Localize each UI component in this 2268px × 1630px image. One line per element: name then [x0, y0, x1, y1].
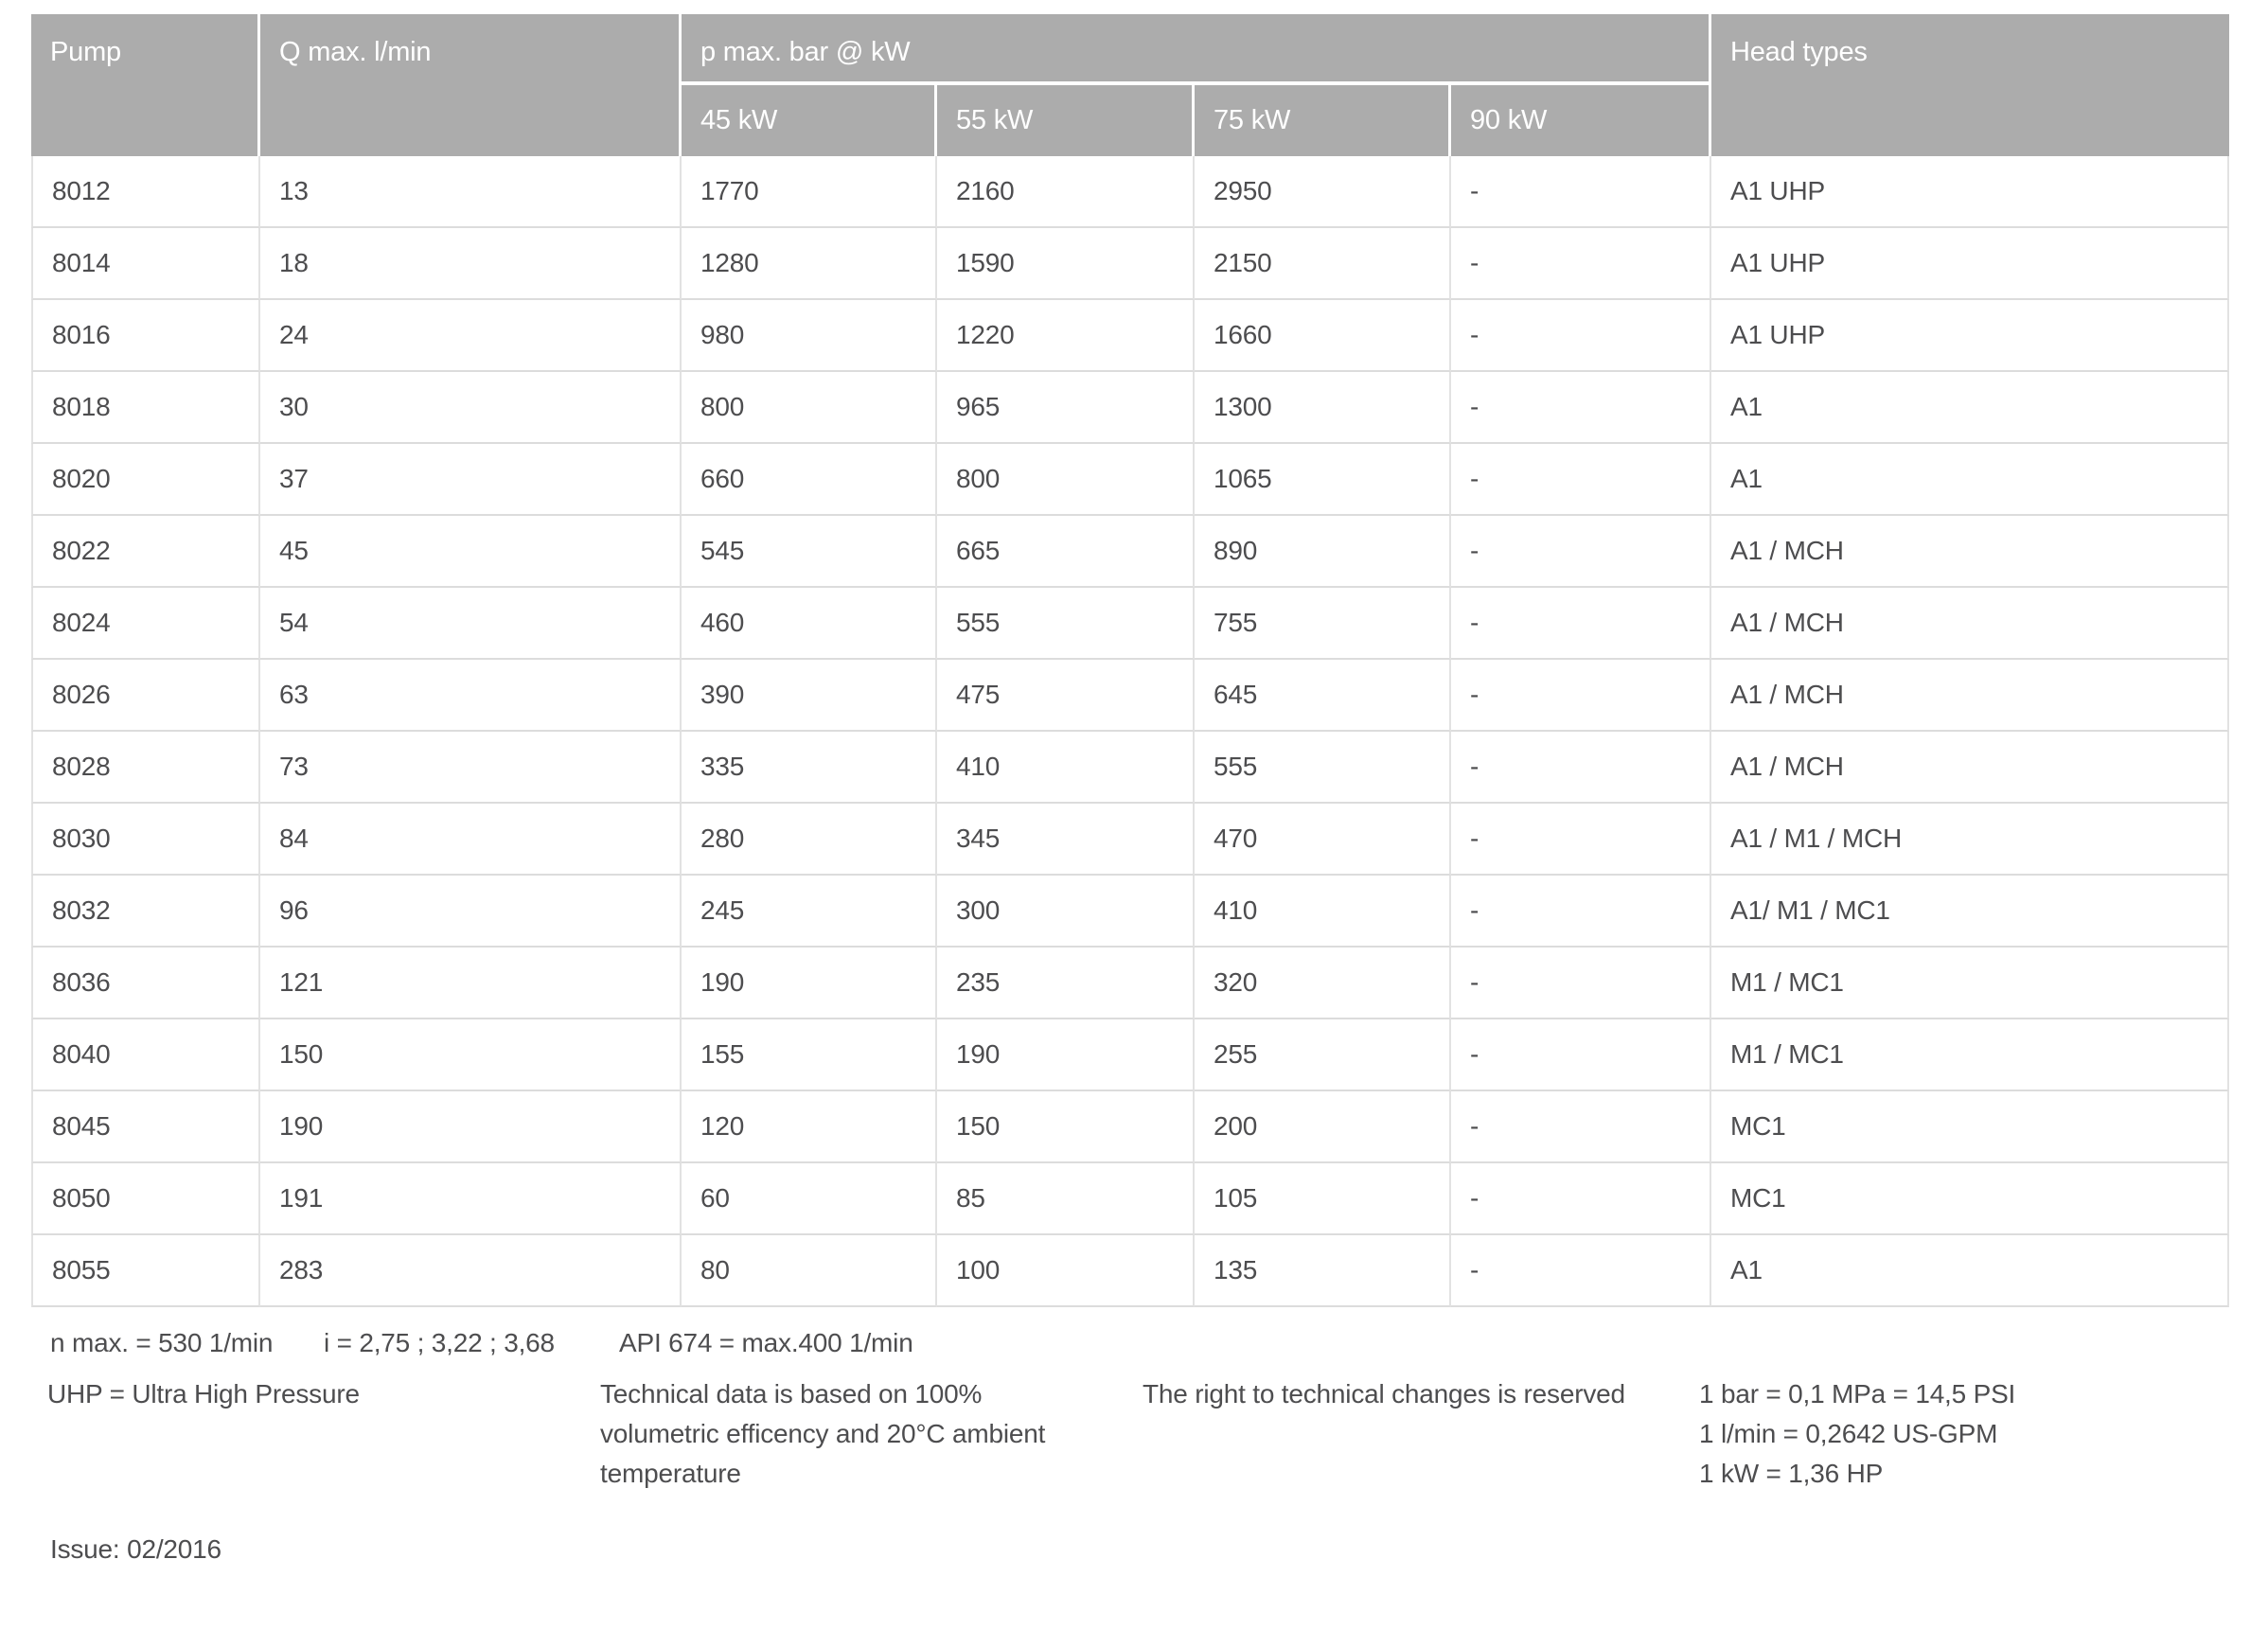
note-technical-basis: Technical data is based on 100% volumetric efficency and 20°C ambient temperature — [600, 1379, 1046, 1488]
table-row — [31, 1091, 2229, 1163]
table-row — [31, 804, 2229, 876]
cell-75kw: 1300 — [1195, 372, 1451, 444]
cell-pump: 8024 — [31, 588, 260, 660]
cell-head-types: M1 / MC1 — [1711, 948, 2229, 1019]
cell-45kw: 460 — [682, 588, 937, 660]
cell-head-types: A1 / M1 / MCH — [1711, 804, 2229, 876]
cell-55kw: 100 — [937, 1235, 1195, 1307]
pump-spec-table — [31, 14, 2229, 1307]
header-55kw: 55 kW — [937, 85, 1195, 156]
header-45kw: 45 kW — [682, 85, 937, 156]
cell-pump: 8018 — [31, 372, 260, 444]
cell-head-types: A1 — [1711, 372, 2229, 444]
note-rights-reserved: The right to technical changes is reserved — [1143, 1379, 1625, 1409]
cell-head-types: A1 UHP — [1711, 228, 2229, 300]
table-row — [31, 516, 2229, 588]
header-p-max-group: p max. bar @ kW — [682, 14, 1711, 85]
cell-90kw: - — [1451, 156, 1711, 228]
table-row — [31, 444, 2229, 516]
cell-q-max: 73 — [260, 732, 682, 804]
cell-head-types: A1/ M1 / MC1 — [1711, 876, 2229, 948]
note-api-674: API 674 = max.400 1/min — [619, 1328, 913, 1357]
cell-head-types: A1 UHP — [1711, 156, 2229, 228]
cell-90kw: - — [1451, 660, 1711, 732]
header-90kw: 90 kW — [1451, 85, 1711, 156]
cell-55kw: 665 — [937, 516, 1195, 588]
cell-head-types: A1 / MCH — [1711, 660, 2229, 732]
cell-75kw: 1065 — [1195, 444, 1451, 516]
cell-q-max: 283 — [260, 1235, 682, 1307]
header-q-max: Q max. l/min — [260, 14, 682, 156]
cell-pump: 8014 — [31, 228, 260, 300]
cell-pump: 8055 — [31, 1235, 260, 1307]
cell-q-max: 96 — [260, 876, 682, 948]
cell-75kw: 255 — [1195, 1019, 1451, 1091]
cell-75kw: 1660 — [1195, 300, 1451, 372]
conversion-line: 1 kW = 1,36 HP — [1699, 1459, 1884, 1488]
cell-q-max: 30 — [260, 372, 682, 444]
table-body — [31, 156, 2229, 1307]
cell-45kw: 120 — [682, 1091, 937, 1163]
cell-75kw: 470 — [1195, 804, 1451, 876]
cell-q-max: 45 — [260, 516, 682, 588]
cell-45kw: 335 — [682, 732, 937, 804]
cell-pump: 8050 — [31, 1163, 260, 1235]
cell-pump: 8040 — [31, 1019, 260, 1091]
cell-q-max: 63 — [260, 660, 682, 732]
table-row — [31, 372, 2229, 444]
note-n-max: n max. = 530 1/min — [50, 1328, 274, 1357]
cell-head-types: A1 — [1711, 1235, 2229, 1307]
cell-q-max: 121 — [260, 948, 682, 1019]
cell-q-max: 190 — [260, 1091, 682, 1163]
cell-head-types: A1 / MCH — [1711, 516, 2229, 588]
cell-head-types: M1 / MC1 — [1711, 1019, 2229, 1091]
cell-55kw: 150 — [937, 1091, 1195, 1163]
cell-pump: 8016 — [31, 300, 260, 372]
cell-90kw: - — [1451, 516, 1711, 588]
cell-45kw: 80 — [682, 1235, 937, 1307]
cell-q-max: 13 — [260, 156, 682, 228]
cell-55kw: 1220 — [937, 300, 1195, 372]
cell-75kw: 320 — [1195, 948, 1451, 1019]
conversion-line: 1 bar = 0,1 MPa = 14,5 PSI — [1699, 1379, 2016, 1409]
table-row — [31, 732, 2229, 804]
cell-90kw: - — [1451, 1235, 1711, 1307]
cell-45kw: 280 — [682, 804, 937, 876]
cell-75kw: 410 — [1195, 876, 1451, 948]
cell-pump: 8022 — [31, 516, 260, 588]
cell-90kw: - — [1451, 444, 1711, 516]
cell-pump: 8045 — [31, 1091, 260, 1163]
cell-90kw: - — [1451, 1019, 1711, 1091]
table-row — [31, 228, 2229, 300]
cell-head-types: A1 — [1711, 444, 2229, 516]
table-row — [31, 156, 2229, 228]
cell-pump: 8020 — [31, 444, 260, 516]
cell-pump: 8032 — [31, 876, 260, 948]
cell-q-max: 24 — [260, 300, 682, 372]
cell-45kw: 155 — [682, 1019, 937, 1091]
cell-90kw: - — [1451, 732, 1711, 804]
cell-90kw: - — [1451, 372, 1711, 444]
cell-90kw: - — [1451, 1091, 1711, 1163]
cell-75kw: 890 — [1195, 516, 1451, 588]
cell-45kw: 190 — [682, 948, 937, 1019]
conversion-line: 1 l/min = 0,2642 US-GPM — [1699, 1419, 1998, 1448]
cell-90kw: - — [1451, 588, 1711, 660]
conversion-notes — [1699, 1374, 2015, 1494]
table-row — [31, 948, 2229, 1019]
cell-pump: 8036 — [31, 948, 260, 1019]
cell-75kw: 2150 — [1195, 228, 1451, 300]
cell-55kw: 1590 — [937, 228, 1195, 300]
cell-75kw: 105 — [1195, 1163, 1451, 1235]
cell-55kw: 965 — [937, 372, 1195, 444]
cell-75kw: 2950 — [1195, 156, 1451, 228]
cell-55kw: 300 — [937, 876, 1195, 948]
cell-55kw: 85 — [937, 1163, 1195, 1235]
table-row — [31, 588, 2229, 660]
table-row — [31, 660, 2229, 732]
cell-45kw: 60 — [682, 1163, 937, 1235]
cell-55kw: 190 — [937, 1019, 1195, 1091]
cell-55kw: 475 — [937, 660, 1195, 732]
cell-q-max: 84 — [260, 804, 682, 876]
cell-q-max: 150 — [260, 1019, 682, 1091]
table-row — [31, 1235, 2229, 1307]
cell-90kw: - — [1451, 228, 1711, 300]
cell-55kw: 235 — [937, 948, 1195, 1019]
cell-75kw: 555 — [1195, 732, 1451, 804]
cell-45kw: 800 — [682, 372, 937, 444]
cell-45kw: 1280 — [682, 228, 937, 300]
cell-head-types: MC1 — [1711, 1163, 2229, 1235]
footnote-line — [0, 1323, 2268, 1363]
cell-45kw: 980 — [682, 300, 937, 372]
cell-pump: 8026 — [31, 660, 260, 732]
cell-45kw: 660 — [682, 444, 937, 516]
cell-90kw: - — [1451, 948, 1711, 1019]
header-head-types: Head types — [1711, 14, 2229, 156]
cell-75kw: 645 — [1195, 660, 1451, 732]
cell-55kw: 555 — [937, 588, 1195, 660]
cell-head-types: A1 / MCH — [1711, 732, 2229, 804]
table-header — [31, 14, 2229, 156]
cell-55kw: 345 — [937, 804, 1195, 876]
cell-pump: 8030 — [31, 804, 260, 876]
cell-q-max: 191 — [260, 1163, 682, 1235]
cell-q-max: 37 — [260, 444, 682, 516]
cell-90kw: - — [1451, 300, 1711, 372]
cell-45kw: 390 — [682, 660, 937, 732]
header-75kw: 75 kW — [1195, 85, 1451, 156]
cell-45kw: 1770 — [682, 156, 937, 228]
table-row — [31, 876, 2229, 948]
table-row — [31, 1163, 2229, 1235]
cell-q-max: 18 — [260, 228, 682, 300]
note-gear-ratio: i = 2,75 ; 3,22 ; 3,68 — [324, 1328, 555, 1357]
note-uhp-definition: UHP = Ultra High Pressure — [47, 1379, 360, 1409]
cell-pump: 8012 — [31, 156, 260, 228]
cell-90kw: - — [1451, 804, 1711, 876]
cell-q-max: 54 — [260, 588, 682, 660]
cell-head-types: A1 / MCH — [1711, 588, 2229, 660]
cell-90kw: - — [1451, 1163, 1711, 1235]
cell-45kw: 545 — [682, 516, 937, 588]
cell-55kw: 410 — [937, 732, 1195, 804]
cell-pump: 8028 — [31, 732, 260, 804]
cell-55kw: 2160 — [937, 156, 1195, 228]
cell-90kw: - — [1451, 876, 1711, 948]
cell-75kw: 135 — [1195, 1235, 1451, 1307]
cell-head-types: A1 UHP — [1711, 300, 2229, 372]
table-row — [31, 300, 2229, 372]
cell-head-types: MC1 — [1711, 1091, 2229, 1163]
cell-75kw: 755 — [1195, 588, 1451, 660]
header-pump: Pump — [31, 14, 260, 156]
table-row — [31, 1019, 2229, 1091]
cell-45kw: 245 — [682, 876, 937, 948]
cell-55kw: 800 — [937, 444, 1195, 516]
issue-date: Issue: 02/2016 — [50, 1534, 221, 1564]
cell-75kw: 200 — [1195, 1091, 1451, 1163]
